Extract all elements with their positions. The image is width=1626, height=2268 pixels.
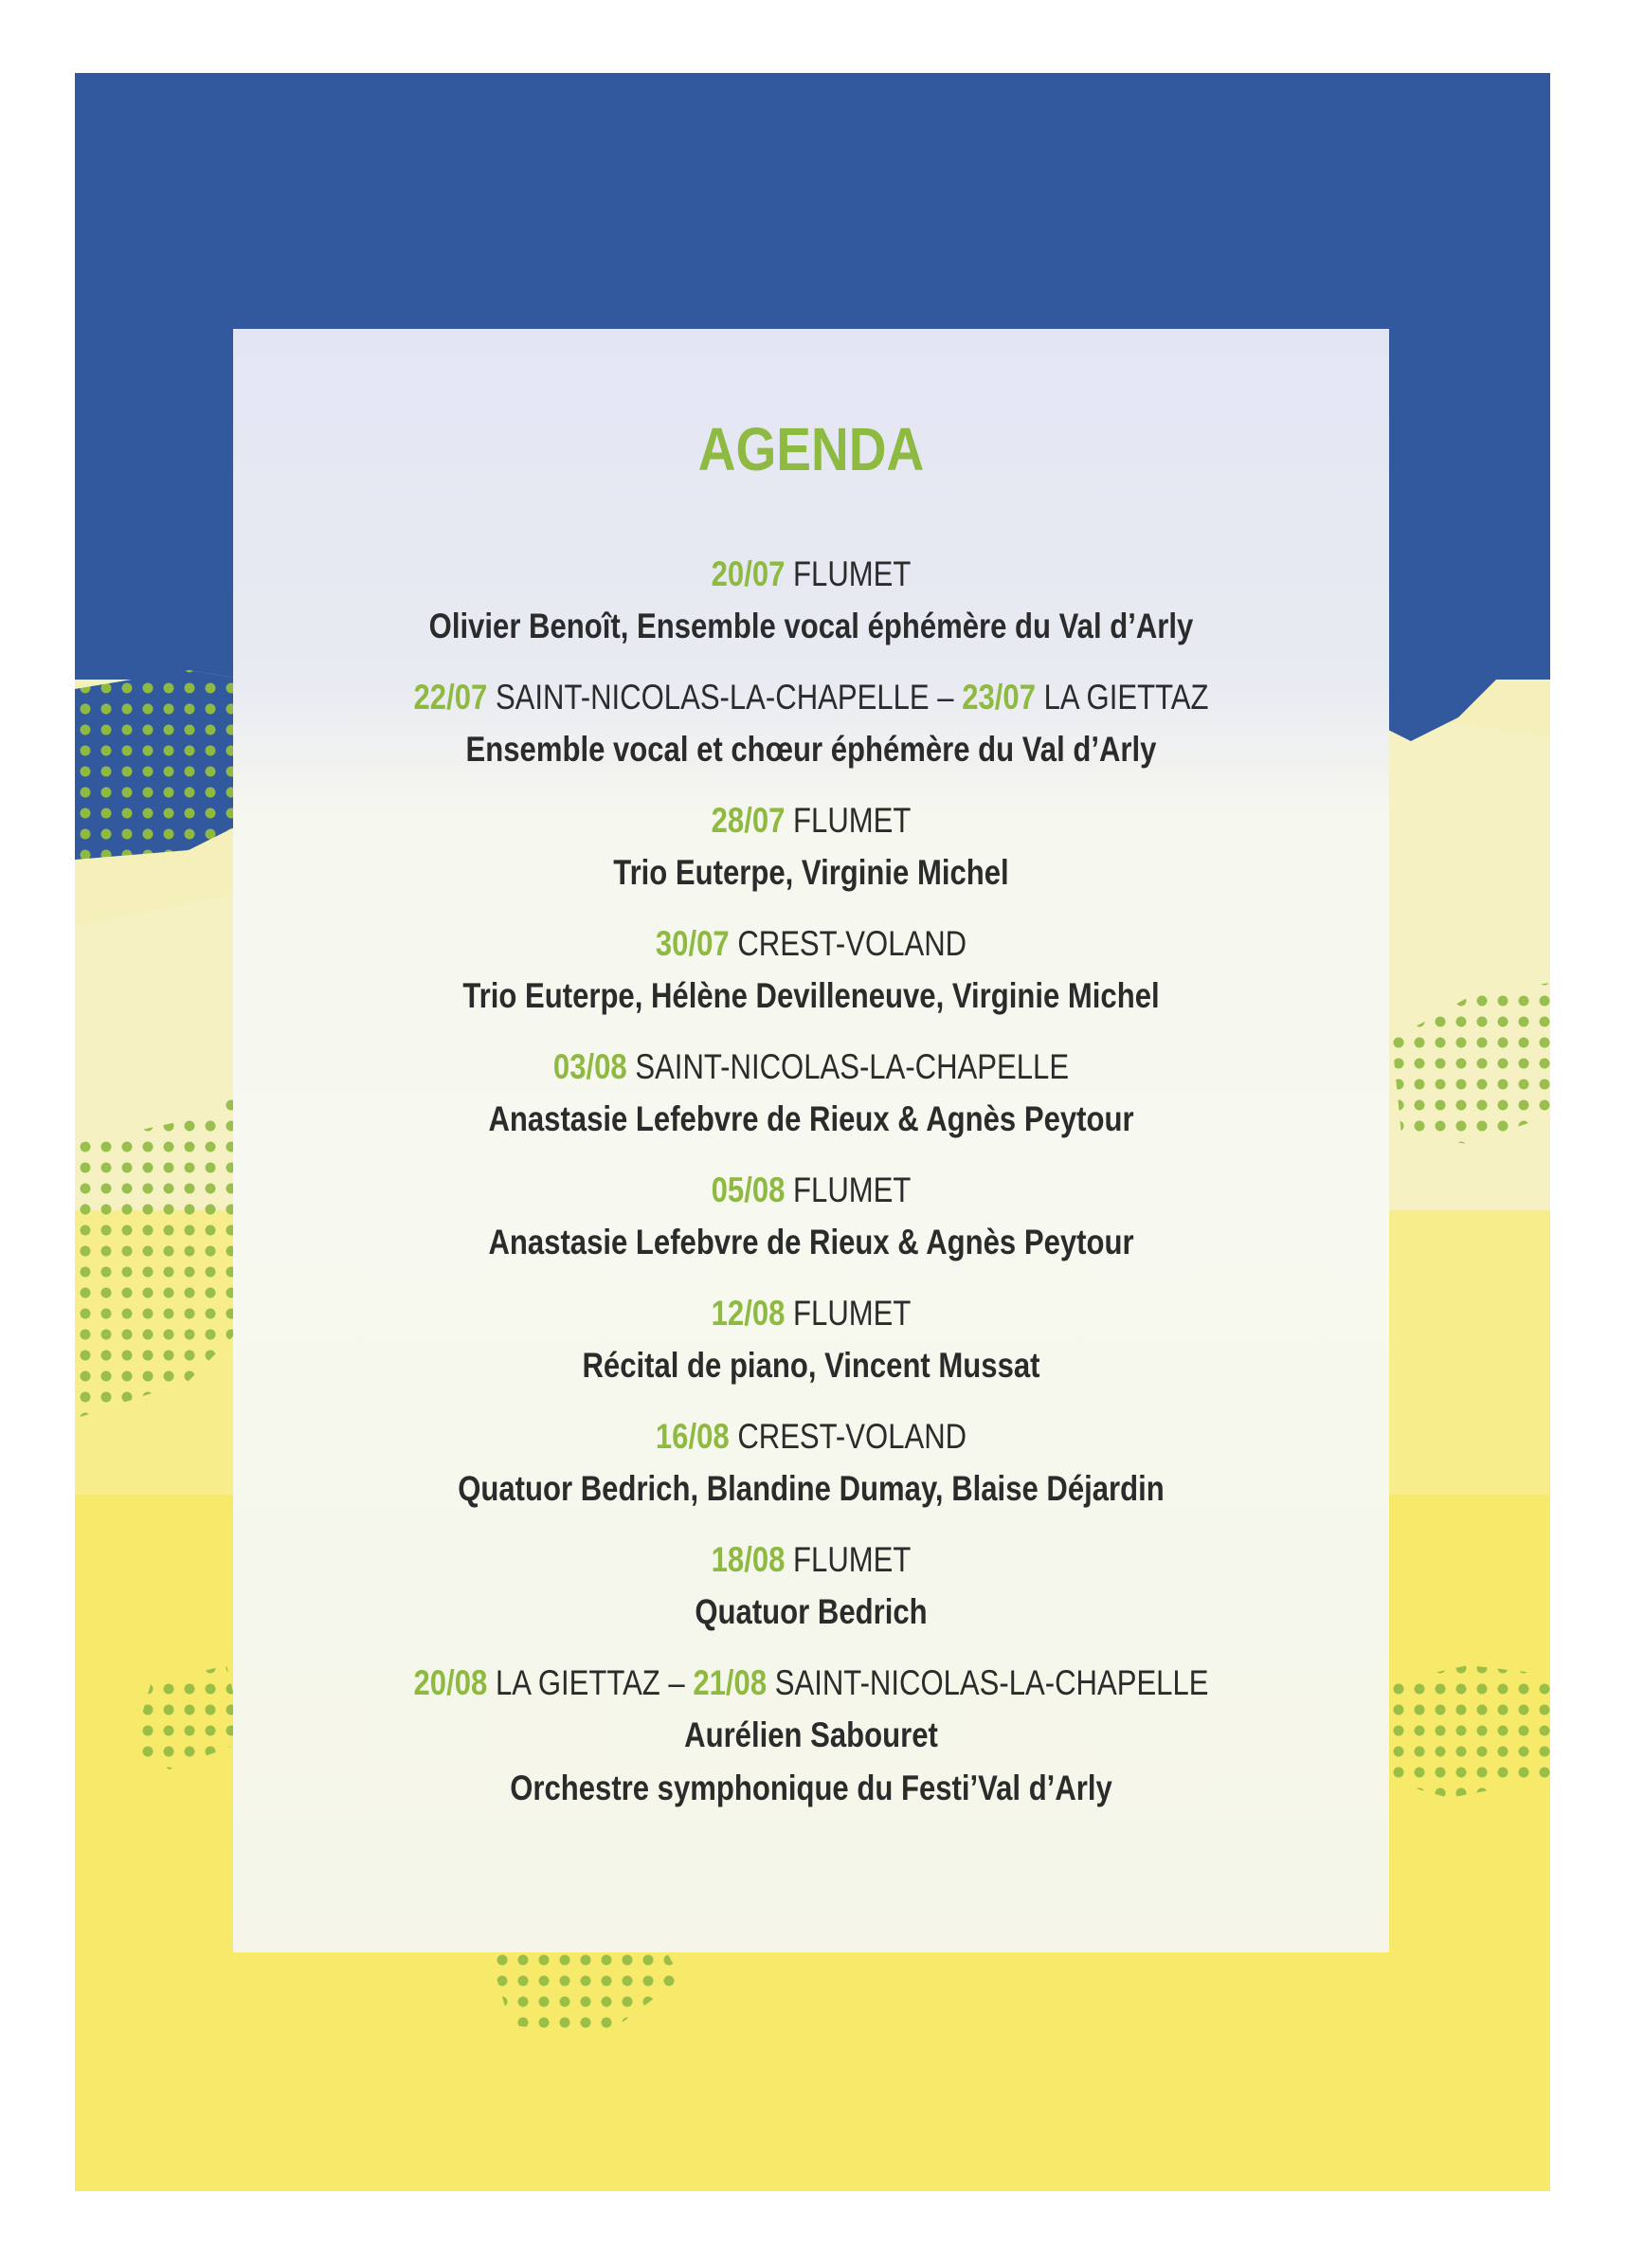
event-place: LA GIETTAZ [495, 1663, 660, 1702]
event-place: CREST-VOLAND [737, 924, 967, 963]
event-date: 22/07 [413, 678, 488, 717]
agenda-entry [233, 1411, 1389, 1515]
agenda-entry [233, 795, 1389, 899]
date-place-line [326, 795, 1297, 846]
event-artists: Trio Euterpe, Hélène Devilleneuve, Virginie Michel [462, 976, 1160, 1015]
event-artists: Olivier Benoît, Ensemble vocal éphémère du Val d’Arly [428, 607, 1194, 645]
event-place: FLUMET [793, 1540, 912, 1579]
event-artists: Anastasie Lefebvre de Rieux & Agnès Peytour [488, 1223, 1134, 1261]
event-place: LA GIETTAZ [1043, 678, 1209, 717]
agenda-panel [233, 329, 1389, 1952]
event-date: 20/08 [413, 1663, 488, 1702]
event-place: FLUMET [793, 1170, 912, 1209]
event-artists: Récital de piano, Vincent Mussat [582, 1346, 1040, 1385]
event-date: 05/08 [711, 1170, 786, 1209]
date-place-line [326, 1165, 1297, 1216]
date-place-line [326, 1042, 1297, 1093]
event-place: SAINT-NICOLAS-LA-CHAPELLE [635, 1047, 1070, 1086]
event-date: 16/08 [655, 1417, 730, 1456]
date-place-line [326, 918, 1297, 970]
event-place: SAINT-NICOLAS-LA-CHAPELLE [495, 678, 930, 717]
event-artists: Anastasie Lefebvre de Rieux & Agnès Peytour [488, 1099, 1134, 1138]
event-artists: Quatuor Bedrich [695, 1592, 928, 1631]
date-place-line [326, 1411, 1297, 1462]
agenda-entry [233, 1658, 1389, 1815]
date-place-line [326, 672, 1297, 723]
date-place-line [326, 1658, 1297, 1709]
date-separator: – [937, 678, 954, 717]
agenda-entry [233, 1288, 1389, 1392]
agenda-entry [233, 1042, 1389, 1146]
event-date: 12/08 [711, 1294, 786, 1333]
date-place-line [326, 1288, 1297, 1339]
event-place: FLUMET [793, 801, 912, 840]
event-date: 28/07 [711, 801, 786, 840]
event-artists: Quatuor Bedrich, Blandine Dumay, Blaise Déjardin [458, 1469, 1165, 1508]
date-place-line [326, 1534, 1297, 1586]
poster [75, 73, 1550, 2191]
event-place: FLUMET [793, 1294, 912, 1333]
event-date: 23/07 [962, 678, 1036, 717]
event-artists: Aurélien Sabouret [684, 1715, 938, 1754]
event-artists: Ensemble vocal et chœur éphémère du Val d’Arly [465, 730, 1157, 769]
event-place: CREST-VOLAND [737, 1417, 967, 1456]
event-artists: Orchestre symphonique du Festi’Val d’Arly [510, 1769, 1112, 1807]
agenda-entry [233, 549, 1389, 653]
event-date: 03/08 [552, 1047, 627, 1086]
agenda-entry [233, 672, 1389, 776]
date-place-line [326, 549, 1297, 600]
event-place: SAINT-NICOLAS-LA-CHAPELLE [774, 1663, 1209, 1702]
event-artists: Trio Euterpe, Virginie Michel [613, 853, 1009, 892]
agenda-list [233, 549, 1389, 1815]
event-date: 20/07 [711, 554, 786, 593]
event-date: 30/07 [655, 924, 730, 963]
event-date: 21/08 [693, 1663, 768, 1702]
agenda-entry [233, 1165, 1389, 1269]
page-title: AGENDA [697, 415, 925, 483]
event-place: FLUMET [793, 554, 912, 593]
agenda-entry [233, 1534, 1389, 1639]
date-separator: – [668, 1663, 685, 1702]
agenda-entry [233, 918, 1389, 1023]
event-date: 18/08 [711, 1540, 786, 1579]
